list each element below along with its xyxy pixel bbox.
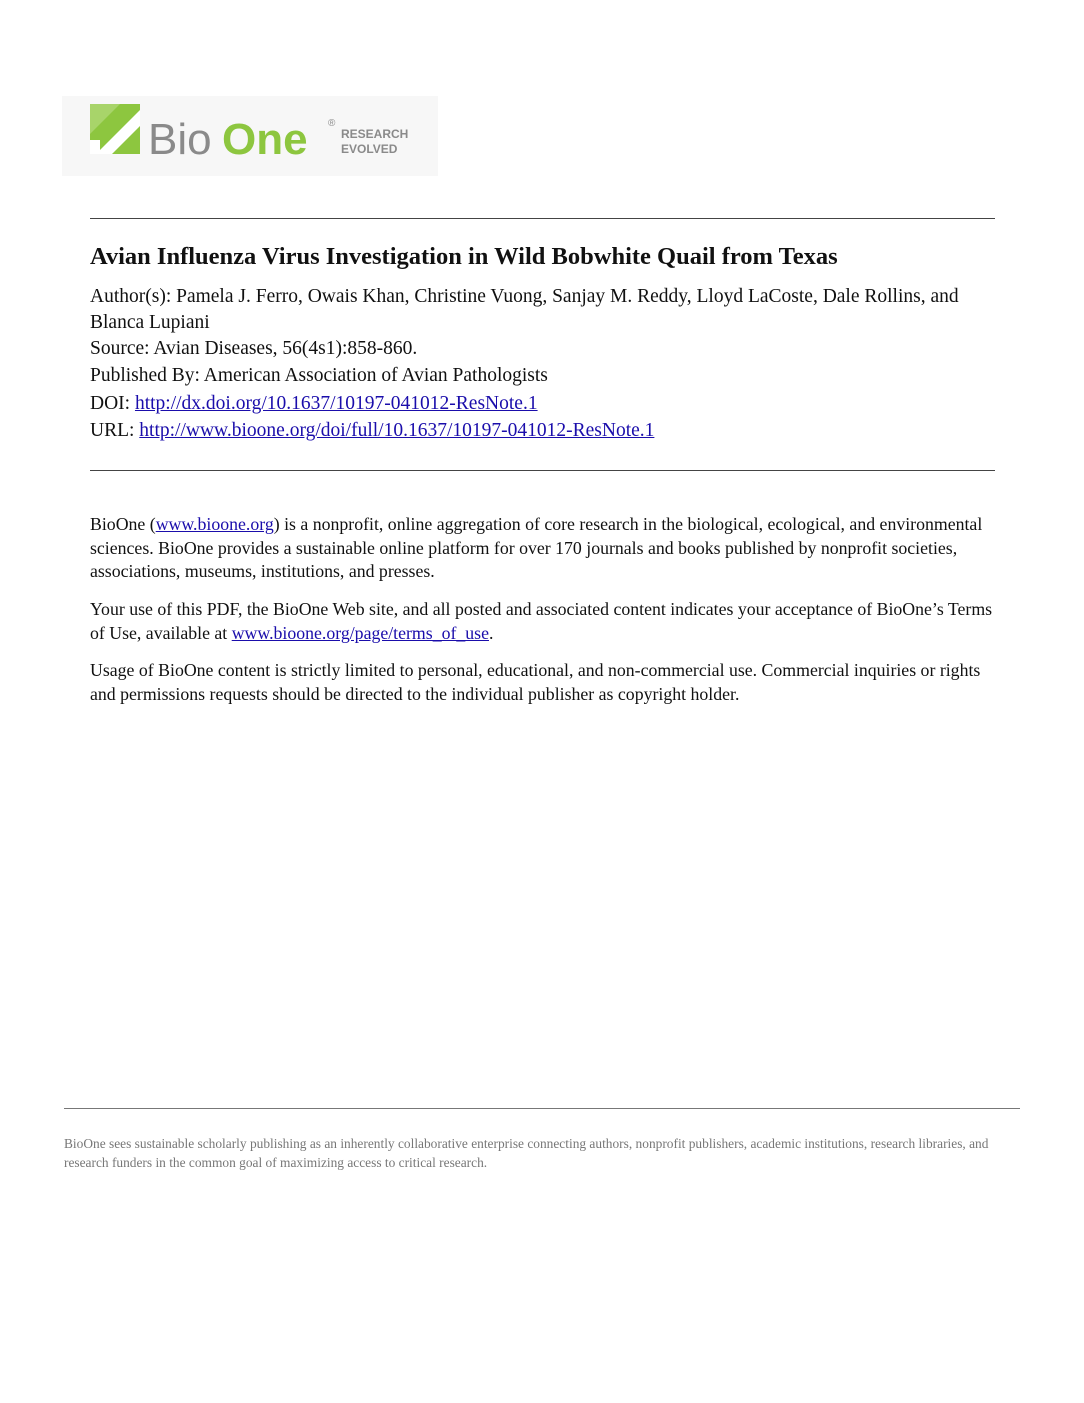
terms-paragraph — [90, 598, 995, 645]
bioone-leaf-icon — [90, 104, 140, 154]
terms-text-end: . — [488, 622, 494, 643]
about-text-start: BioOne ( — [90, 514, 156, 534]
header-divider-bottom — [90, 470, 995, 471]
article-url — [90, 418, 990, 444]
usage-paragraph: Usage of BioOne content is strictly limited to personal, educational, and non-commercial use. Commercial inquiries or rights and permissions requests should be directed to the individual publisher as copyright holder. — [90, 660, 981, 704]
doi-label: DOI: — [90, 393, 135, 414]
terms-of-use-link[interactable]: www.bioone.org/page/terms_of_use — [231, 622, 489, 643]
logo-tagline-evolved: EVOLVED — [341, 142, 398, 156]
bioone-logo — [62, 96, 438, 176]
about-paragraph — [90, 513, 995, 584]
footer-statement: BioOne sees sustainable scholarly publishing as an inherently collaborative enterprise connecting authors, nonprofit publishers, academic institutions, research libraries, and research funders in the common goal of maximizing access to critical research. — [64, 1136, 989, 1170]
article-doi — [90, 391, 990, 417]
logo-registered-mark: ® — [328, 118, 336, 129]
logo-bio-text: Bio — [148, 115, 212, 164]
article-publisher: Published By: American Association of Avian Pathologists — [90, 365, 548, 386]
logo-tagline-research: RESEARCH — [341, 127, 409, 141]
footer-divider — [64, 1108, 1020, 1109]
doi-link[interactable]: http://dx.doi.org/10.1637/10197-041012-ResNote.1 — [134, 393, 538, 414]
bioone-home-link[interactable]: www.bioone.org — [155, 514, 274, 534]
about-text-end: ) is a nonprofit, online aggregation of core research in the biological, ecological, and environmental sciences. BioOne provides a sustainable online platform for over 170 journals and books published by nonprofit societies, associations, museums, institutions, and presses. — [90, 514, 983, 581]
header-divider-top — [90, 218, 995, 219]
url-label: URL: — [90, 420, 140, 441]
article-authors: Author(s): Pamela J. Ferro, Owais Khan, Christine Vuong, Sanjay M. Reddy, Lloyd LaCoste, Dale Rollins, and Blanca Lupiani — [90, 286, 959, 333]
logo-one-text: One — [222, 115, 308, 164]
url-link[interactable]: http://www.bioone.org/doi/full/10.1637/10197-041012-ResNote.1 — [139, 420, 655, 441]
article-title: Avian Influenza Virus Investigation in Wild Bobwhite Quail from Texas — [90, 243, 838, 270]
terms-text-start: Your use of this PDF, the BioOne Web site, and all posted and associated content indicates your acceptance of BioOne’s Terms of Use, available at — [90, 599, 993, 643]
article-source: Source: Avian Diseases, 56(4s1):858-860. — [90, 338, 418, 359]
